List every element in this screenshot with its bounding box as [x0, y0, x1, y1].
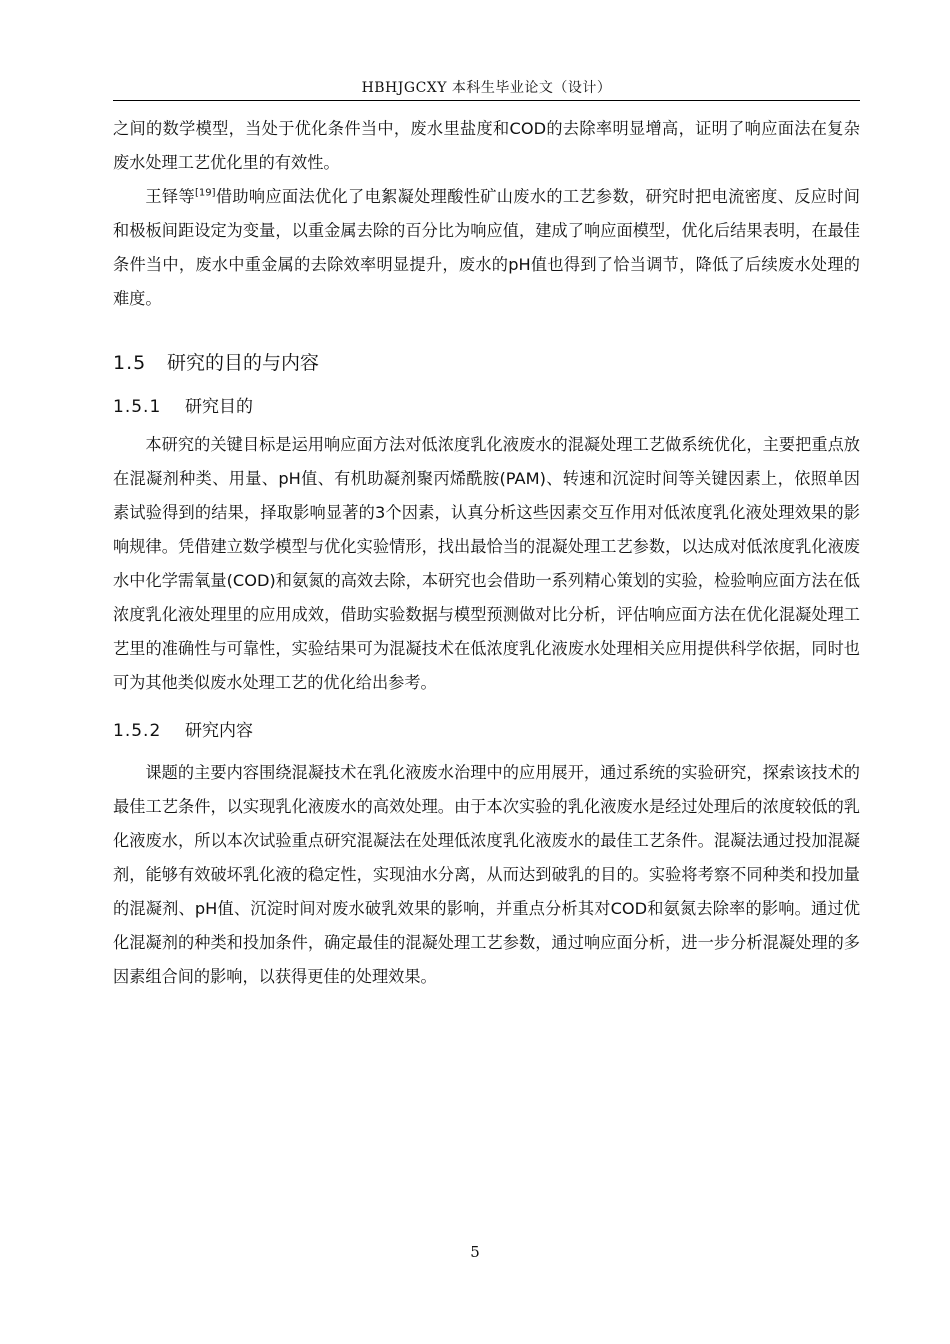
citation-reference[interactable]: [19] — [194, 187, 216, 199]
paragraph-wang-duo — [113, 180, 860, 316]
running-header: HBHJGCXY 本科生毕业论文（设计） — [361, 80, 612, 96]
page-number: 5 — [470, 1243, 480, 1261]
page-body — [113, 112, 860, 994]
subsection-heading-1-5-1 — [113, 392, 860, 422]
subsection-number: 1.5.2 — [113, 721, 162, 741]
paragraph-research-purpose: 本研究的关键目标是运用响应面方法对低浓度乳化液废水的混凝处理工艺做系统优化，主要把重点放在混凝剂种类、用量、pH值、有机助凝剂聚丙烯酰胺(PAM)、转速和沉淀时间等关键因素上，依照单因素试验得到的结果，择取影响显著的3个因素，认真分析这些因素交互作用对低浓度乳化液处理效果的影响规律。凭借建立数学模型与优化实验情形，找出最恰当的混凝处理工艺参数，以达成对低浓度乳化液废水中化学需氧量(COD)和氨氮的高效去除，本研究也会借助一系列精心策划的实验，检验响应面方法在低浓度乳化液处理里的应用成效，借助实验数据与模型预测做对比分析，评估响应面方法在优化混凝处理工艺里的准确性与可靠性，实验结果可为混凝技术在低浓度乳化液废水处理相关应用提供科学依据，同时也可为其他类似废水处理工艺的优化给出参考。 — [113, 435, 860, 692]
subsection-number: 1.5.1 — [113, 397, 162, 417]
subsection-heading-1-5-2 — [113, 716, 860, 746]
section-number: 1.5 — [113, 352, 147, 374]
subsection-title: 研究目的 — [185, 397, 253, 417]
paragraph-text: 借助响应面法优化了电絮凝处理酸性矿山废水的工艺参数，研究时把电流密度、反应时间和极板间距设定为变量，以重金属去除的百分比为响应值，建成了响应面模型，优化后结果表明，在最佳条件当中，废水中重金属的去除效率明显提升，废水的pH值也得到了恰当调节，降低了后续废水处理的难度。 — [113, 187, 860, 308]
section-title: 研究的目的与内容 — [167, 352, 320, 374]
section-heading-1-5 — [113, 348, 860, 378]
paragraph-research-content: 课题的主要内容围绕混凝技术在乳化液废水治理中的应用展开，通过系统的实验研究，探索该技术的最佳工艺条件，以实现乳化液废水的高效处理。由于本次实验的乳化液废水是经过处理后的浓度较低的乳化液废水，所以本次试验重点研究混凝法在处理低浓度乳化液废水的最佳工艺条件。混凝法通过投加混凝剂，能够有效破坏乳化液的稳定性，实现油水分离，从而达到破乳的目的。实验将考察不同种类和投加量的混凝剂、pH值、沉淀时间对废水破乳效果的影响，并重点分析其对COD和氨氮去除率的影响。通过优化混凝剂的种类和投加条件，确定最佳的混凝处理工艺参数，通过响应面分析，进一步分析混凝处理的多因素组合间的影响，以获得更佳的处理效果。 — [113, 763, 861, 986]
subsection-title: 研究内容 — [185, 721, 253, 741]
paragraph-text: 王铎等 — [145, 187, 195, 206]
header-divider — [113, 100, 860, 101]
paragraph-continued: 之间的数学模型，当处于优化条件当中，废水里盐度和COD的去除率明显增高，证明了响应面法在复杂废水处理工艺优化里的有效性。 — [113, 119, 860, 172]
